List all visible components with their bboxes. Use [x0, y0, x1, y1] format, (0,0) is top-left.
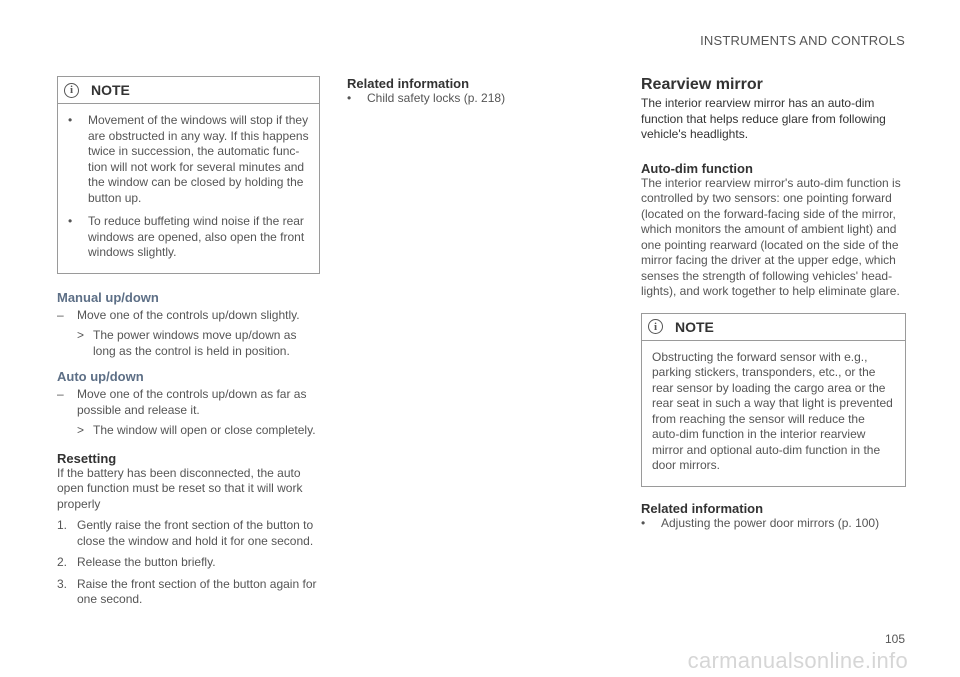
note-bullet-text: Movement of the windows will stop if they are obstructed in any way. If this happens twice in succession, the automatic func-tion will not work for several minutes and the window can be closed by holding the button up. [88, 113, 309, 205]
result-item [57, 423, 320, 439]
right-column [641, 76, 906, 531]
note-body [642, 341, 905, 486]
numbered-step [57, 518, 320, 549]
note-text: Obstructing the forward sensor with e.g., parking stickers, transponders, etc., or the rear sensor by loading the cargo area or the rear seat in such a way that light is prevented from reaching the sensor will reduce the auto-dim function in the interior rearview mirror and optional auto-dim function in the door mirrors. [652, 349, 893, 472]
step-text: Release the button briefly. [77, 555, 216, 569]
heading-resetting: Resetting [57, 450, 117, 466]
info-icon: i [648, 319, 663, 334]
result-text: The power windows move up/down as long as the control is held in position. [93, 328, 297, 358]
result-marker: > [77, 423, 85, 437]
section-title: Rearview mirror [641, 76, 763, 93]
note-box-windows [57, 76, 320, 274]
related-link-item[interactable] [347, 91, 587, 107]
related-link[interactable]: Child safety locks (p. 218) [367, 91, 506, 105]
bullet-marker: • [68, 214, 73, 228]
section-header: INSTRUMENTS AND CONTROLS [700, 33, 905, 48]
dash-marker: – [57, 307, 64, 322]
step-item [57, 308, 320, 324]
result-marker: > [77, 328, 85, 342]
related-link[interactable]: Adjusting the power door mirrors (p. 100) [661, 515, 880, 530]
note-header [58, 77, 319, 104]
watermark: carmanualsonline.info [687, 648, 908, 673]
step-item [57, 387, 320, 418]
section-lead: The interior rearview mirror has an auto-dim function that helps reduce glare from following vehicle's headlights. [641, 96, 886, 141]
step-text: Raise the front section of the button again for one second. [77, 576, 317, 606]
step-number: 1. [57, 518, 68, 532]
related-link-item[interactable] [641, 516, 906, 532]
heading-related-info: Related information [347, 76, 470, 91]
left-column [57, 76, 320, 608]
step-text: Move one of the controls up/down slightly. [77, 307, 300, 322]
step-text: Gently raise the front section of the button to close the window and hold it for one second. [77, 518, 314, 548]
bullet-marker: • [68, 113, 73, 127]
bullet-marker: • [641, 515, 646, 530]
result-item [57, 328, 320, 359]
note-bullet [68, 113, 309, 206]
note-box-mirror [641, 313, 906, 487]
result-text: The window will open or close completely. [93, 423, 316, 437]
note-bullet [68, 214, 309, 261]
note-bullet-text: To reduce buffeting wind noise if the rear windows are opened, also open the front windows slightly. [88, 214, 305, 259]
heading-auto: Auto up/down [57, 369, 144, 384]
heading-autodim: Auto-dim function [641, 160, 753, 176]
dash-marker: – [57, 387, 64, 401]
autodim-text: The interior rearview mirror's auto-dim function is controlled by two sensors: one pointing forward (located on the forward-facing side of the mirror, which monitors the amount of ambient light) and one pointing rearward (located on the side of the mirror facing the driver at the upper edge, which senses the strength of following vehicles' head-lights), and work together to help eliminate glare. [641, 175, 901, 298]
bullet-marker: • [347, 91, 352, 105]
heading-related-info: Related information [641, 500, 764, 516]
page-number: 105 [884, 632, 905, 646]
info-icon: i [64, 83, 79, 98]
numbered-step [57, 577, 320, 608]
note-title: NOTE [675, 318, 714, 335]
note-body [58, 104, 319, 273]
note-header [642, 314, 905, 341]
middle-column [347, 76, 587, 107]
step-number: 3. [57, 576, 68, 591]
note-title: NOTE [91, 82, 130, 98]
resetting-intro: If the battery has been disconnected, the auto open function must be reset so that it will work properly [57, 465, 303, 511]
heading-manual: Manual up/down [57, 289, 159, 305]
step-number: 2. [57, 555, 68, 569]
numbered-step [57, 555, 320, 571]
step-text: Move one of the controls up/down as far as possible and release it. [77, 387, 307, 417]
